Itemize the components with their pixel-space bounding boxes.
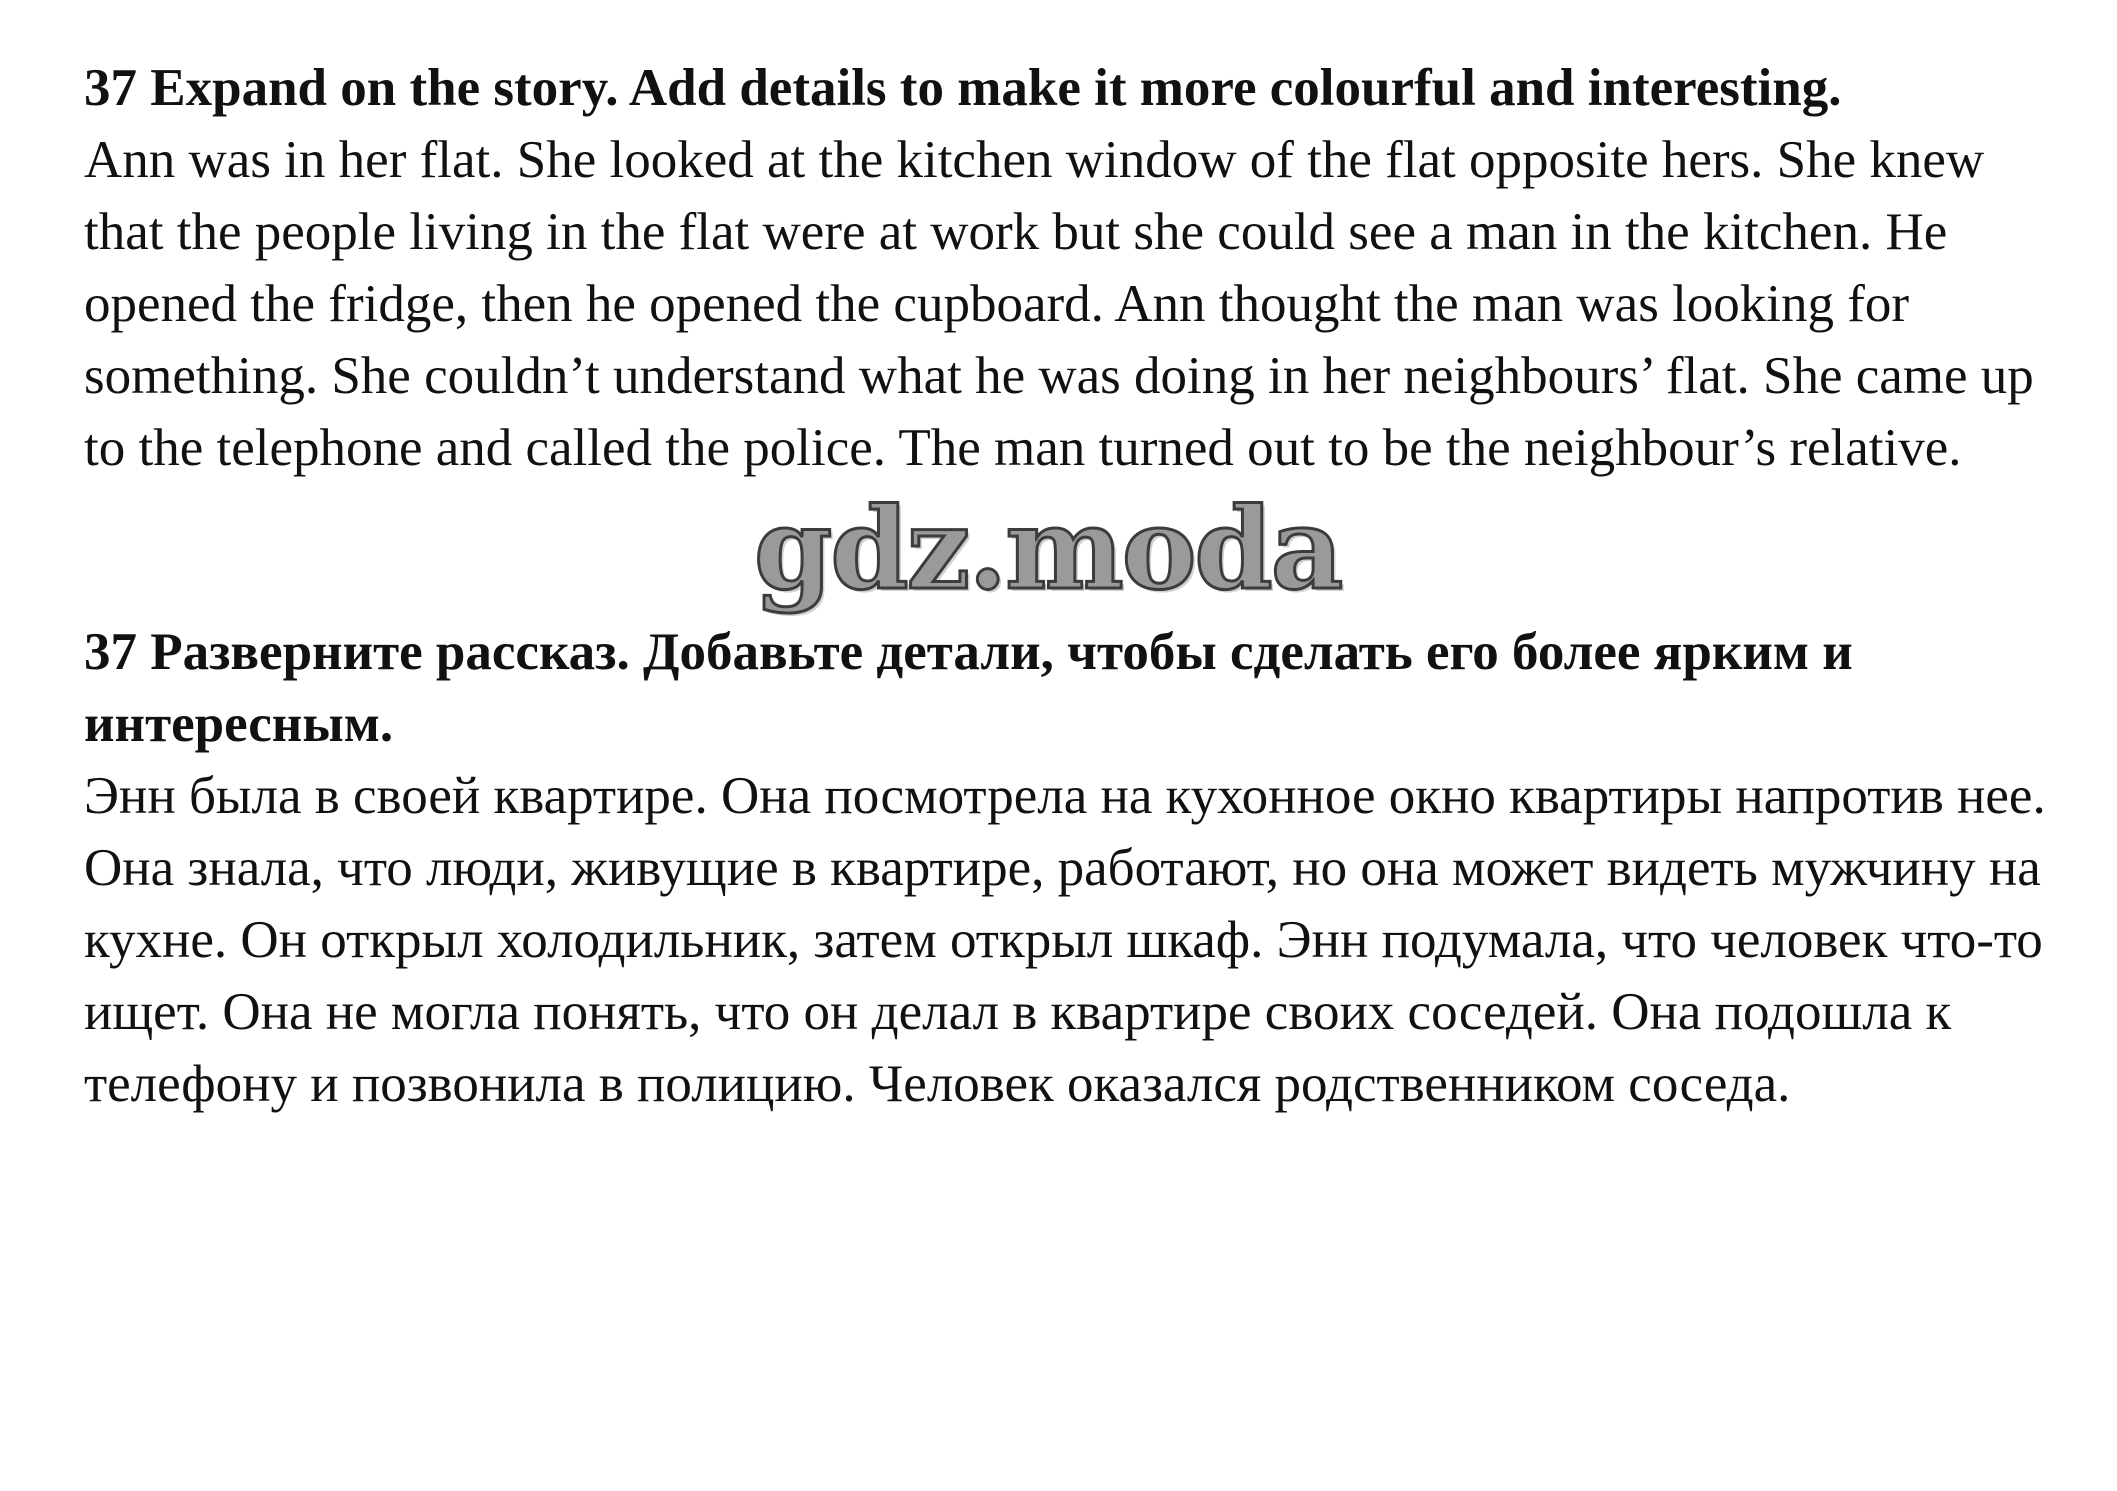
document-page (84, 52, 2074, 1120)
russian-task-block (84, 616, 2074, 1120)
watermark-logo: gdz.moda (754, 484, 1342, 615)
russian-story-text: Энн была в своей квартире. Она посмотрела на кухонное окно квартиры напротив нее. Она знала, что люди, живущие в квартире, работают, но она может видеть мужчину на кухне. Он открыл холодильник, затем открыл шкаф. Энн подумала, что человек что-то ищет. Она не могла понять, что он делал в квартире своих соседей. Она подошла к телефону и позвонила в полицию. Человек оказался родственником соседа. (84, 767, 2046, 1113)
english-task-heading: 37 Expand on the story. Add details to make it more colourful and interesting. (84, 59, 1842, 117)
russian-task-heading: 37 Разверните рассказ. Добавьте детали, чтобы сделать его более ярким и интересным. (84, 623, 1853, 753)
english-task-block (84, 52, 2074, 484)
english-story-text: Ann was in her flat. She looked at the kitchen window of the flat opposite hers. She knew that the people living in the flat were at work but she could see a man in the kitchen. He opened the fridge, then he opened the cupboard. Ann thought the man was looking for something. She couldn’t understand what he was doing in her neighbours’ flat. She came up to the telephone and called the police. The man turned out to be the neighbour’s relative. (84, 131, 2034, 477)
watermark-area (84, 484, 2074, 616)
